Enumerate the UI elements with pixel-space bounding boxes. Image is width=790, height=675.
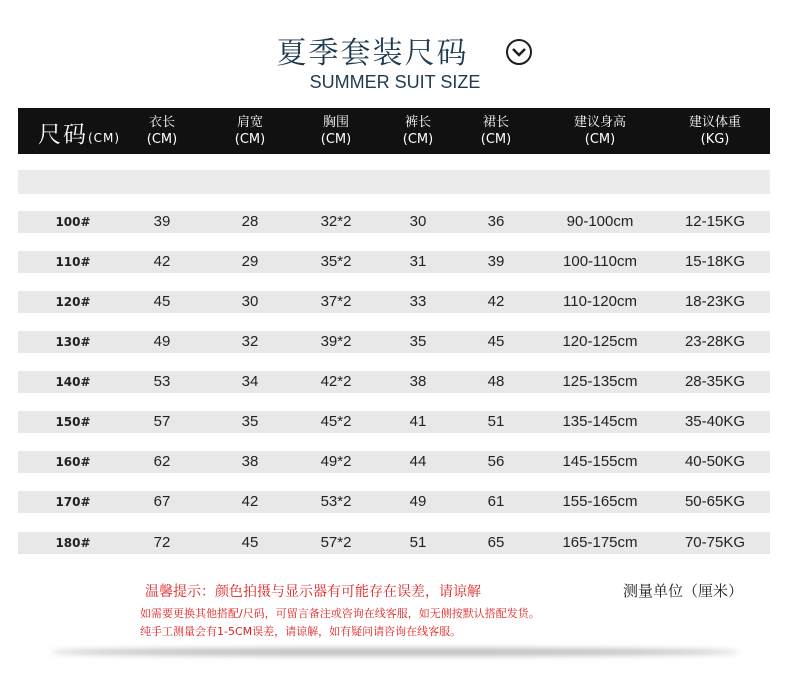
table-cell: 33 (409, 293, 427, 310)
header-col-2 (291, 114, 381, 148)
table-cell: 100-110cm (563, 253, 637, 270)
table-cell: 62 (153, 453, 171, 470)
size-label: 110# (55, 255, 91, 269)
table-cell: 90-100cm (566, 213, 634, 230)
size-label: 130# (55, 335, 91, 349)
header-col-name: 胸围 (322, 115, 349, 130)
header-size-label: 尺码 (38, 122, 88, 148)
header-col-4 (451, 114, 541, 148)
table-cell: 57*2 (320, 534, 352, 551)
table-cell: 15-18KG (684, 253, 746, 270)
table-row (18, 411, 770, 433)
header-col-0 (117, 114, 207, 148)
header-col-unit: (CM) (584, 132, 616, 147)
table-cell: 35 (241, 413, 259, 430)
table-row (18, 451, 770, 473)
table-cell: 67 (153, 493, 171, 510)
chevron-down-circle-icon (505, 38, 533, 66)
size-label: 150# (55, 415, 91, 429)
measure-error-note: 纯手工测量会有1-5CM误差，请谅解，如有疑问请咨询在线客服。 (140, 625, 462, 638)
table-cell: 32 (241, 333, 259, 350)
page-title-cn: 夏季套装尺码 (276, 36, 469, 71)
table-cell: 42*2 (320, 373, 352, 390)
header-col-unit: (CM) (480, 132, 512, 147)
size-label: 160# (55, 455, 91, 469)
table-cell: 65 (487, 534, 505, 551)
table-cell: 37*2 (320, 293, 352, 310)
header-col-unit: (CM) (320, 132, 352, 147)
table-cell: 53*2 (320, 493, 352, 510)
table-cell: 30 (409, 213, 427, 230)
table-cell: 31 (409, 253, 427, 270)
table-cell: 39 (487, 253, 505, 270)
color-tip: 温馨提示：颜色拍摄与显示器有可能存在误差，请谅解 (145, 584, 481, 600)
table-cell: 39*2 (320, 333, 352, 350)
header-col-unit: (CM) (402, 132, 434, 147)
table-row (18, 491, 770, 513)
header-col-name: 裙长 (482, 115, 509, 130)
table-cell: 61 (487, 493, 505, 510)
table-cell: 28-35KG (684, 373, 746, 390)
table-row (18, 532, 770, 554)
table-cell: 34 (241, 373, 259, 390)
table-cell: 51 (409, 534, 427, 551)
table-cell: 38 (241, 453, 259, 470)
header-col-name: 建议身高 (573, 115, 626, 130)
table-cell: 49*2 (320, 453, 352, 470)
table-cell: 35-40KG (684, 413, 746, 430)
header-col-name: 肩宽 (236, 115, 263, 130)
header-col-6 (670, 114, 760, 148)
table-cell: 42 (153, 253, 171, 270)
header-col-1 (205, 114, 295, 148)
table-cell: 36 (487, 213, 505, 230)
table-cell: 44 (409, 453, 427, 470)
table-cell: 35 (409, 333, 427, 350)
size-label: 100# (55, 215, 91, 229)
header-col-5 (555, 114, 645, 148)
table-cell: 51 (487, 413, 505, 430)
header-size-unit: (CM) (88, 131, 121, 145)
bottom-shadow (50, 648, 740, 656)
measure-unit: 测量单位（厘米） (623, 582, 744, 600)
table-header (18, 108, 770, 154)
table-cell: 28 (241, 213, 259, 230)
table-cell: 39 (153, 213, 171, 230)
table-cell: 35*2 (320, 253, 352, 270)
table-cell: 42 (241, 493, 259, 510)
exchange-note: 如需要更换其他搭配/尺码，可留言备注或咨询在线客服，如无侧按默认搭配发货。 (140, 607, 540, 620)
table-cell: 42 (487, 293, 505, 310)
table-cell: 135-145cm (562, 413, 638, 430)
table-cell: 41 (409, 413, 427, 430)
header-size (38, 116, 120, 149)
table-cell: 56 (487, 453, 505, 470)
table-row (18, 211, 770, 233)
header-col-unit: (CM) (146, 132, 178, 147)
header-col-name: 衣长 (148, 115, 175, 130)
table-cell: 40-50KG (684, 453, 746, 470)
table-cell: 48 (487, 373, 505, 390)
table-cell: 12-15KG (684, 213, 746, 230)
table-cell: 72 (153, 534, 171, 551)
table-cell: 125-135cm (562, 373, 638, 390)
table-cell: 145-155cm (562, 453, 638, 470)
header-col-unit: (CM) (234, 132, 266, 147)
table-cell: 45 (487, 333, 505, 350)
table-cell: 45 (241, 534, 259, 551)
table-cell: 38 (409, 373, 427, 390)
table-cell: 49 (153, 333, 171, 350)
size-label: 170# (55, 495, 91, 509)
table-row (18, 371, 770, 393)
table-cell: 45*2 (320, 413, 352, 430)
table-cell: 155-165cm (562, 493, 638, 510)
table-row (18, 331, 770, 353)
table-cell: 23-28KG (684, 333, 746, 350)
table-cell: 165-175cm (562, 534, 638, 551)
table-cell: 45 (153, 293, 171, 310)
table-row (18, 251, 770, 273)
size-label: 120# (55, 295, 91, 309)
table-cell: 32*2 (320, 213, 352, 230)
header-col-3 (373, 114, 463, 148)
table-cell: 110-120cm (563, 293, 637, 310)
table-row (18, 291, 770, 313)
size-label: 180# (55, 536, 91, 550)
size-label: 140# (55, 375, 91, 389)
header-col-name: 裤长 (404, 115, 431, 130)
page-title-en: SUMMER SUIT SIZE (309, 72, 481, 92)
table-cell: 70-75KG (684, 534, 746, 551)
table-cell: 53 (153, 373, 171, 390)
header-col-name: 建议体重 (688, 115, 741, 130)
table-cell: 30 (241, 293, 259, 310)
header-spacer (18, 170, 770, 194)
table-cell: 29 (241, 253, 259, 270)
table-cell: 49 (409, 493, 427, 510)
header-col-unit: (KG) (700, 132, 730, 147)
table-cell: 57 (153, 413, 171, 430)
table-cell: 120-125cm (562, 333, 638, 350)
table-cell: 50-65KG (684, 493, 746, 510)
table-cell: 18-23KG (684, 293, 746, 310)
